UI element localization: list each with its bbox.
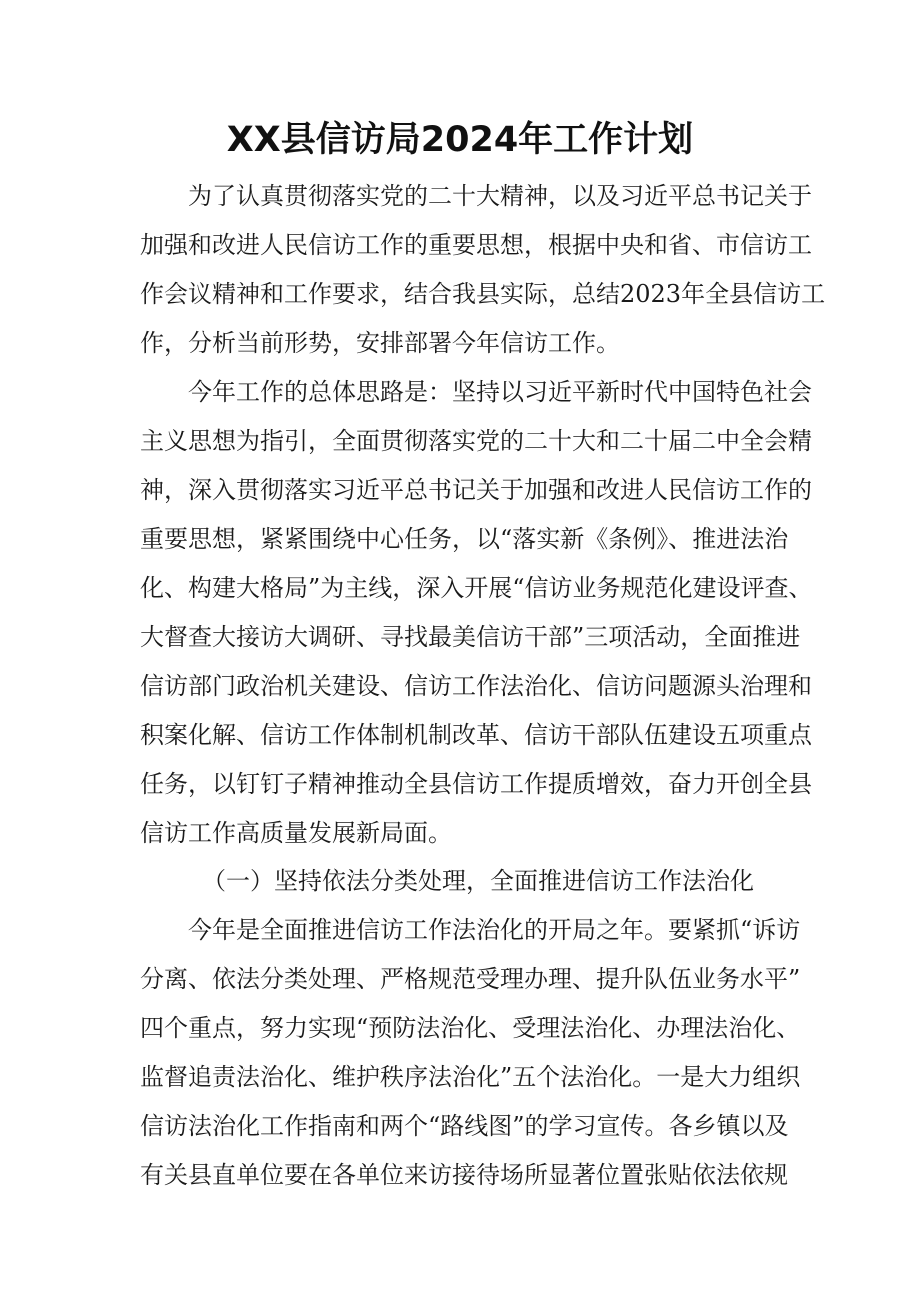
text-line: 监督追责法治化、维护秩序法治化”五个法治化。一是大力组织 (140, 1063, 801, 1091)
text-line: 神，深入贯彻落实习近平总书记关于加强和改进人民信访工作的 (140, 476, 812, 504)
text-line: 今年是全面推进信访工作法治化的开局之年。要紧抓“诉访 (188, 916, 801, 944)
text-line: 信访工作高质量发展新局面。 (140, 819, 452, 847)
text-line: 主义思想为指引，全面贯彻落实党的二十大和二十届二中全会精 (140, 427, 812, 455)
text-line: 化、构建大格局”为主线，深入开展“信访业务规范化建设评查、 (140, 574, 813, 602)
text-line: 信访部门政治机关建设、信访工作法治化、信访问题源头治理和 (140, 672, 812, 700)
text-line: 任务，以钉钉子精神推动全县信访工作提质增效，奋力开创全县 (140, 770, 812, 798)
text-line: 作，分析当前形势，安排部署今年信访工作。 (140, 329, 620, 357)
text-line: 大督查大接访大调研、寻找最美信访干部”三项活动，全面推进 (140, 623, 801, 651)
text-line: 分离、依法分类处理、严格规范受理办理、提升队伍业务水平” (140, 965, 801, 993)
text-line: 作会议精神和工作要求，结合我县实际，总结2023年全县信访工 (140, 280, 826, 308)
text-line: 四个重点，努力实现“预防法治化、受理法治化、办理法治化、 (140, 1014, 801, 1042)
text-line: 加强和改进人民信访工作的重要思想，根据中央和省、市信访工 (140, 231, 812, 259)
section-heading: （一）坚持依法分类处理，全面推进信访工作法治化 (202, 867, 754, 895)
text-line: 信访法治化工作指南和两个“路线图”的学习宣传。各乡镇以及 (140, 1112, 789, 1140)
document-title: XX县信访局2024年工作计划 (226, 120, 694, 160)
text-line: 有关县直单位要在各单位来访接待场所显著位置张贴依法依规 (140, 1161, 788, 1189)
text-line: 今年工作的总体思路是：坚持以习近平新时代中国特色社会 (188, 378, 812, 406)
text-line: 为了认真贯彻落实党的二十大精神，以及习近平总书记关于 (188, 182, 812, 210)
text-line: 重要思想，紧紧围绕中心任务，以“落实新《条例》、推进法治 (140, 525, 789, 553)
text-line: 积案化解、信访工作体制机制改革、信访干部队伍建设五项重点 (140, 721, 812, 749)
